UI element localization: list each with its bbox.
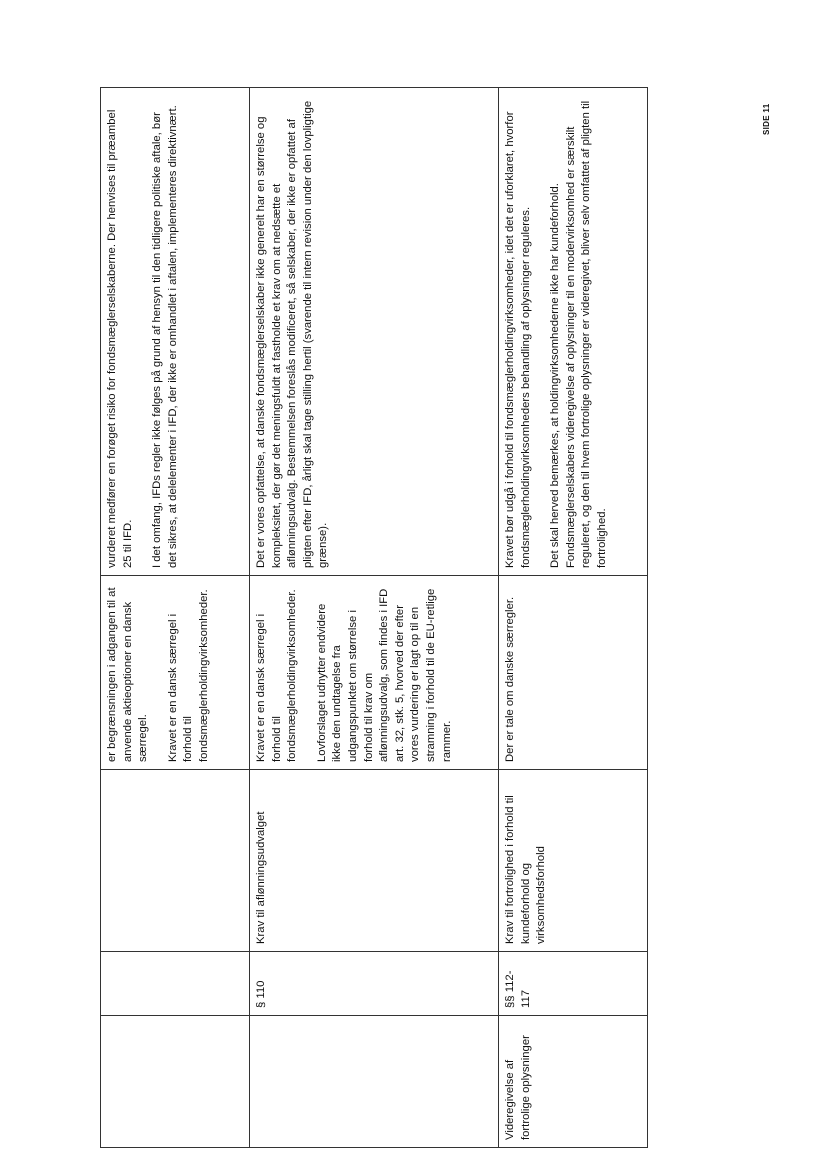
cell-area bbox=[250, 1016, 499, 1148]
cell-topic bbox=[101, 770, 250, 952]
assessment-paragraph: Det skal herved bemærkes, at holdingvirksomhederne ikke har kundeforhold. Fondsmæglerselskabers videregivelse af oplysninger til en modervirksomhed er særskilt reguleret, og den til hvem fortrolige oplysninger er videregivet, bliver selv omfattet af pligten til fortrolighed. bbox=[549, 100, 608, 568]
cell-area: Videregivelse af fortrolige oplysninger bbox=[499, 1016, 648, 1148]
description-paragraph: Kravet er en dansk særregel i forhold til fondsmæglerholdingvirksomheder. bbox=[166, 589, 210, 762]
cell-topic: Krav til fortrolighed i forhold til kundeforhold og virksomhedsforhold bbox=[499, 770, 648, 952]
page-number: SIDE 11 bbox=[762, 103, 771, 135]
cell-assessment bbox=[250, 88, 499, 576]
assessment-paragraph: Kravet bør udgå i forhold til fondsmæglerholdingvirksomheder, idet det er uforklaret, hvorfor fondsmæglerholdingvirksomheders behandling af oplysninger reguleres. bbox=[504, 111, 532, 568]
table-row bbox=[101, 88, 250, 1148]
cell-topic: Krav til aflønningsudvalget bbox=[250, 770, 499, 952]
description-paragraph: Der er tale om danske særregler. bbox=[504, 596, 516, 762]
cell-paragraph: § 110 bbox=[250, 952, 499, 1016]
description-paragraph: Lovforslaget udnytter endvidere ikke den undtagelse fra udgangspunktet om størrelse i forhold til krav om aflønningsudvalg, som findes i IFD art. 32, stk. 5, hvorved der efter vores vurdering er lagt op til en stramning i forhold til de EU-retlige rammer. bbox=[315, 588, 453, 762]
cell-paragraph: §§ 112-117 bbox=[499, 952, 648, 1016]
rotated-table-container bbox=[100, 88, 608, 1148]
cell-paragraph bbox=[101, 952, 250, 1016]
assessment-paragraph: I det omfang, IFDs regler ikke følges på grund af hensyn til den tidligere politiske aftale, bør det sikres, at delelementer i IFD, der ikke er omhandlet i aftalen, implementeres direktivnært. bbox=[151, 105, 179, 568]
cell-description bbox=[101, 576, 250, 770]
cell-description bbox=[250, 576, 499, 770]
cell-description bbox=[499, 576, 648, 770]
consultation-table bbox=[100, 87, 648, 1148]
assessment-paragraph: Det er vores opfattelse, at danske fondsmæglerselskaber ikke generelt har en størrelse og kompleksitet, der gør det meningsfuldt at fastholde et krav om at nedsætte et aflønningsudvalg. Bestemmelsen foreslås modificeret, så selskaber, der ikke er opfattet af pligten efter IFD, årligt skal tage stilling hertil (svarende til intern revision under den lovpligtige grænse). bbox=[255, 100, 330, 568]
table-row bbox=[499, 88, 648, 1148]
description-paragraph: er begrænsningen i adgangen til at anvende aktieoptioner en dansk særregel. bbox=[106, 587, 150, 762]
cell-assessment bbox=[101, 88, 250, 576]
table-row bbox=[250, 88, 499, 1148]
cell-area bbox=[101, 1016, 250, 1148]
cell-assessment bbox=[499, 88, 648, 576]
assessment-paragraph: vurderet medfører en forøget risiko for fondsmæglerselskaberne. Der henvises til præambel 25 til IFD. bbox=[106, 109, 134, 568]
description-paragraph: Kravet er en dansk særregel i forhold til fondsmæglerholdingvirksomheder. bbox=[255, 589, 299, 762]
